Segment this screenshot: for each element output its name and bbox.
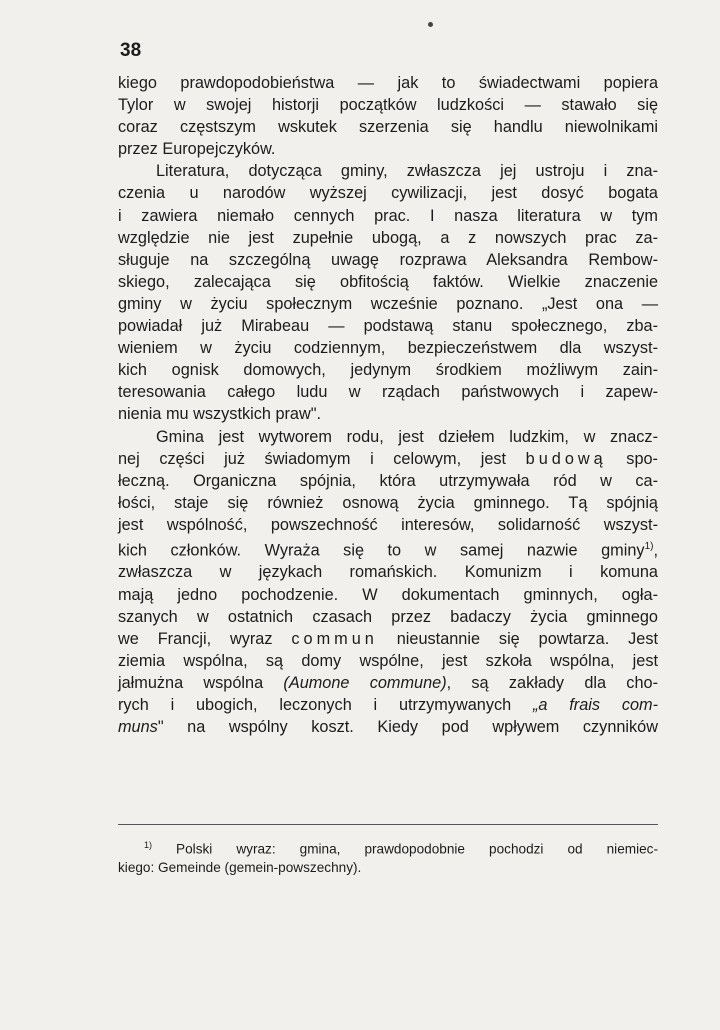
footnote-ref: 1) [644, 540, 654, 552]
footnote-text: Polski wyraz: gmina, prawdopodobnie pochodzi od niemiec- [176, 841, 658, 857]
text-segment: , są zakłady dla cho- [446, 673, 658, 692]
text-line: kich ognisk domowych, jedynym środkiem możliwym zain- [118, 361, 658, 380]
footnote-line [118, 836, 658, 859]
text-segment: we Francji, wyraz [118, 629, 292, 648]
page-number: 38 [120, 40, 142, 61]
text-segment: , [653, 541, 658, 560]
text-line: łości, staje się również osnową życia gminnego. Tą spójnią [118, 493, 658, 512]
text-line [118, 716, 658, 738]
text-line: teresowania całego ludu w rządach państwowych i zapew- [118, 383, 658, 402]
text-line [118, 536, 658, 562]
text-line: względzie nie jest zupełnie ubogą, a z nowszych prac za- [118, 228, 658, 247]
text-line: łeczną. Organiczna spójnia, która utrzymywała ród w ca- [118, 471, 658, 490]
text-line: kiego prawdopodobieństwa — jak to świadectwami popiera [118, 74, 658, 92]
spaced-emphasis: commun [291, 629, 378, 648]
text-line: zwłaszcza w językach romańskich. Komunizm i komuna [118, 563, 658, 582]
text-segment: nieustannie się powtarza. Jest [377, 629, 658, 648]
text-line: szanych w ostatnich czasach przez badaczy życia gminnego [118, 607, 658, 626]
text-line [118, 694, 658, 716]
text-line: sługuje na szczególną uwagę rozprawa Aleksandra Rembow- [118, 250, 658, 269]
print-mark [428, 22, 433, 27]
text-line: skiego, zalecająca się obfitością faktów. Wielkie znaczenie [118, 272, 658, 291]
text-line: nienia mu wszystkich praw". [118, 405, 322, 424]
italic-phrase: „a frais com- [532, 696, 658, 715]
footnote-divider [118, 824, 658, 825]
text-line: powiadał już Mirabeau — podstawą stanu społecznego, zba- [118, 317, 658, 336]
text-segment: kich członków. Wyraża się to w samej nazwie gminy [118, 541, 645, 560]
spaced-emphasis: budową [525, 449, 607, 468]
text-line: i zawiera niemało cennych prac. I nasza literatura w tym [118, 206, 658, 225]
text-segment: " na wspólny koszt. Kiedy pod wpływem czynników [157, 718, 658, 737]
text-line: jest wspólność, powszechność interesów, solidarność wszyst- [118, 515, 658, 534]
text-line: coraz częstszym wskutek szerzenia się handlu niewolnikami [118, 118, 658, 137]
body-text [118, 72, 658, 738]
text-line: przez Europejczyków. [118, 140, 276, 159]
text-segment: rych i ubogich, leczonych i utrzymywanych [118, 696, 533, 715]
footnote-marker: 1) [144, 840, 153, 850]
text-line: ziemia wspólna, są domy wspólne, jest szkoła wspólna, jest [118, 651, 658, 670]
text-line [118, 628, 658, 650]
footnote [118, 836, 658, 877]
footnote-line: kiego: Gemeinde (gemein-powszechny). [118, 859, 362, 875]
text-line: Tylor w swojej historji początków ludzkości — stawało się [118, 96, 658, 115]
italic-phrase: muns [118, 718, 158, 737]
paragraph-start-line: Gmina jest wytworem rodu, jest dziełem ludzkim, w znacz- [156, 427, 658, 446]
text-line: wieniem w życiu codziennym, bezpieczeństwem dla wszyst- [118, 339, 658, 358]
text-line [118, 448, 658, 470]
paragraph-start-line: Literatura, dotycząca gminy, zwłaszcza jej ustroju i zna- [156, 162, 658, 181]
text-line: gminy w życiu społecznym wcześnie poznano. „Jest ona — [118, 294, 658, 313]
text-line: czenia u narodów wyższej cywilizacji, jest dosyć bogata [118, 184, 658, 203]
text-segment: nej części już świadomym i celowym, jest [118, 449, 526, 468]
text-segment: jałmużna wspólna [118, 673, 284, 692]
italic-phrase: (Aumone commune) [283, 673, 447, 692]
text-line [118, 672, 658, 694]
text-line: mają jedno pochodzenie. W dokumentach gminnych, ogła- [118, 585, 658, 604]
text-segment: spo- [606, 449, 658, 468]
